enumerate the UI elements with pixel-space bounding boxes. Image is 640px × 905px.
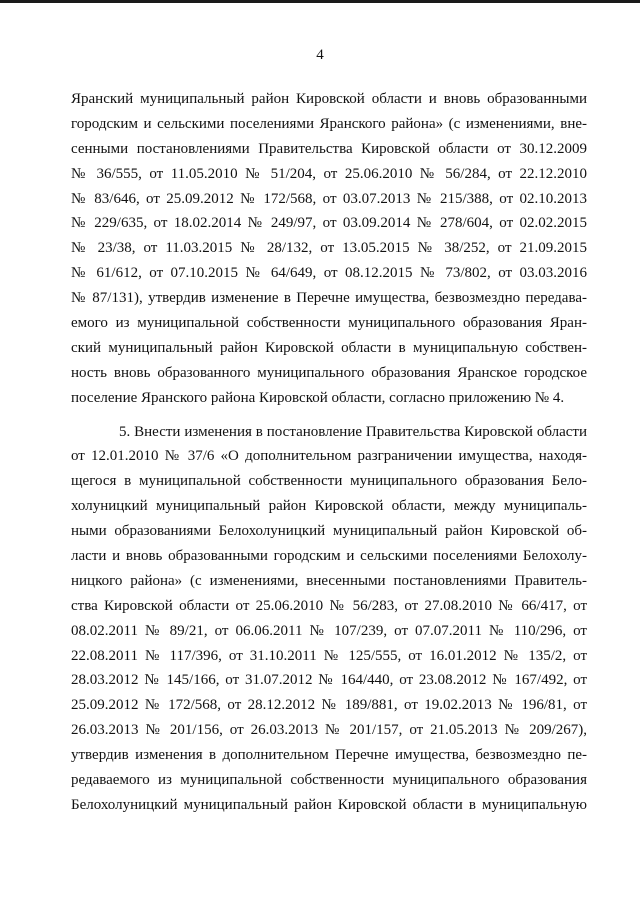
text-line: емого из муниципальной собственности муниципального образования Яран-: [71, 315, 587, 332]
text-line: № 23/38, от 11.03.2015 № 28/132, от 13.05.2015 № 38/252, от 21.09.2015: [71, 240, 587, 257]
text-line: сенными постановлениями Правительства Кировской области от 30.12.2009: [71, 140, 587, 157]
text-line: № 36/555, от 11.05.2010 № 51/204, от 25.06.2010 № 56/284, от 22.12.2010: [71, 165, 587, 182]
paragraph-1: [71, 87, 587, 411]
text-line: ский муниципальный район Кировской области в муниципальную собствен-: [71, 339, 587, 356]
text-line: 08.02.2011 № 89/21, от 06.06.2011 № 107/239, от 07.07.2011 № 110/296, от: [71, 622, 587, 639]
text-line: Белохолуницкий муниципальный район Кировской области в муниципальную: [71, 796, 587, 813]
text-line: от 12.01.2010 № 37/6 «О дополнительном разграничении имущества, находя-: [71, 448, 587, 465]
text-line: 22.08.2011 № 117/396, от 31.10.2011 № 125/555, от 16.01.2012 № 135/2, от: [71, 647, 587, 664]
text-line: № 229/635, от 18.02.2014 № 249/97, от 03.09.2014 № 278/604, от 02.02.2015: [71, 215, 587, 232]
text-line: поселение Яранского района Кировской области, согласно приложению № 4.: [71, 389, 565, 406]
paragraph-spacing: [71, 411, 587, 420]
text-line: редаваемого из муниципальной собственности муниципального образования: [71, 772, 587, 789]
document-body: [71, 87, 587, 818]
text-line: ность вновь образованного муниципального образования Яранское городское: [71, 364, 587, 381]
text-line: утвердив изменения в дополнительном Перечне имущества, безвозмездно пе-: [71, 747, 587, 764]
text-line: № 83/646, от 25.09.2012 № 172/568, от 03.07.2013 № 215/388, от 02.10.2013: [71, 190, 587, 207]
text-line: щегося в муниципальной собственности муниципального образования Бело-: [71, 473, 587, 490]
text-line: № 87/131), утвердив изменение в Перечне имущества, безвозмездно передава-: [71, 290, 587, 307]
text-line: 5. Внести изменения в постановление Правительства Кировской области: [119, 423, 587, 440]
text-line: холуницкий муниципальный район Кировской области, между муниципаль-: [71, 498, 587, 515]
text-line: ными образованиями Белохолуницкий муниципальный район Кировской об-: [71, 523, 587, 540]
page-number: 4: [316, 47, 324, 63]
text-line: 25.09.2012 № 172/568, от 28.12.2012 № 189/881, от 19.02.2013 № 196/81, от: [71, 697, 587, 714]
text-line: ства Кировской области от 25.06.2010 № 56/283, от 27.08.2010 № 66/417, от: [71, 597, 587, 614]
top-border-line: [0, 0, 640, 3]
paragraph-2: [71, 420, 587, 818]
text-line: ласти и вновь образованными городским и сельскими поселениями Белохолу-: [71, 548, 587, 565]
text-line: 26.03.2013 № 201/156, от 26.03.2013 № 201/157, от 21.05.2013 № 209/267),: [71, 722, 587, 739]
text-line: городским и сельскими поселениями Яранского района» (с изменениями, вне-: [71, 115, 587, 132]
text-line: 28.03.2012 № 145/166, от 31.07.2012 № 164/440, от 23.08.2012 № 167/492, от: [71, 672, 587, 689]
text-line: ницкого района» (с изменениями, внесенными постановлениями Правитель-: [71, 572, 587, 589]
text-line: Яранский муниципальный район Кировской области и вновь образованными: [71, 91, 587, 107]
text-line: № 61/612, от 07.10.2015 № 64/649, от 08.12.2015 № 73/802, от 03.03.2016: [71, 265, 587, 282]
